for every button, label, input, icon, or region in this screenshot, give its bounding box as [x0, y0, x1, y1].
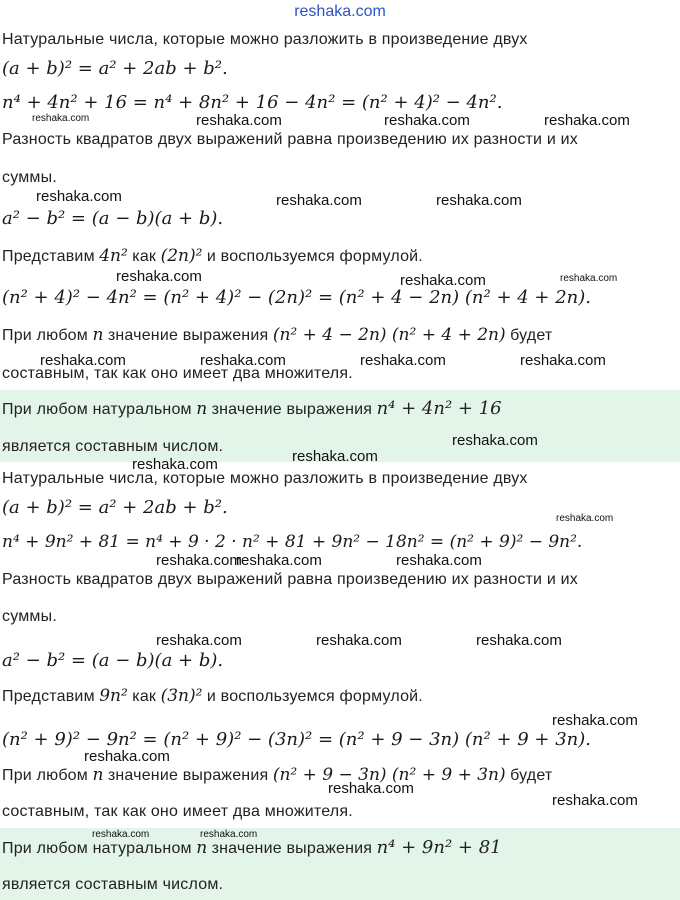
watermark: reshaka.com: [560, 273, 618, 284]
s1-represent-term: 4n²: [99, 246, 128, 266]
s2-any-n: [2, 765, 552, 785]
s2-factorization: (n² + 9)² − 9n² = (n² + 9)² − (3n)² = (n² + 9 − 3n) (n² + 9 + 3n).: [2, 729, 592, 750]
watermark: reshaka.com: [544, 112, 630, 129]
watermark: reshaka.com: [476, 632, 562, 649]
watermark: reshaka.com: [384, 112, 470, 129]
watermark: reshaka.com: [316, 632, 402, 649]
watermark: reshaka.com: [552, 712, 638, 729]
watermark: reshaka.com: [200, 352, 286, 369]
watermark: reshaka.com: [156, 632, 242, 649]
s2-expansion: n⁴ + 9n² + 81 = n⁴ + 9 · 2 · n² + 81 + 9n² − 18n² = (n² + 9)² − 9n².: [2, 532, 583, 552]
s1-diff-rule-2: суммы.: [2, 169, 57, 186]
s2-any-n-factors: (n² + 9 − 3n) (n² + 9 + 3n): [272, 765, 506, 785]
site-link[interactable]: reshaka.com: [294, 3, 386, 20]
s2-conclusion-a: При любом натуральном: [2, 840, 192, 857]
watermark: reshaka.com: [132, 456, 218, 473]
s1-conclusion-c: является составным числом.: [2, 438, 224, 455]
s2-represent-square: (3n)²: [160, 686, 203, 706]
s1-conclusion-a: При любом натуральном: [2, 401, 192, 418]
site-header: [0, 0, 680, 26]
watermark: reshaka.com: [236, 552, 322, 569]
s2-conclusion-b: значение выражения: [211, 840, 373, 857]
s1-diff-rule-1: Разность квадратов двух выражений равна произведению их разности и их: [2, 131, 578, 148]
s2-represent: [2, 686, 423, 706]
s2-composite: составным, так как оно имеет два множителя.: [2, 803, 353, 820]
s1-factorization: (n² + 4)² − 4n² = (n² + 4)² − (2n)² = (n² + 4 − 2n) (n² + 4 + 2n).: [2, 287, 592, 308]
watermark: reshaka.com: [552, 792, 638, 809]
watermark: reshaka.com: [436, 192, 522, 209]
s2-represent-b: как: [132, 688, 157, 705]
s1-identity: (a + b)² = a² + 2ab + b².: [2, 58, 228, 79]
s1-any-n-b: значение выражения: [107, 327, 269, 344]
watermark: reshaka.com: [396, 552, 482, 569]
s1-represent-b: как: [132, 248, 157, 265]
watermark: reshaka.com: [276, 192, 362, 209]
watermark: reshaka.com: [520, 352, 606, 369]
s1-conclusion-var: n: [196, 399, 208, 419]
s2-conclusion-line1: [2, 837, 502, 858]
watermark: reshaka.com: [84, 748, 170, 765]
s1-any-n-c: будет: [510, 327, 553, 344]
s1-intro: Натуральные числа, которые можно разложить в произведение двух: [2, 31, 528, 48]
watermark: reshaka.com: [452, 432, 538, 449]
s2-any-n-a: При любом: [2, 767, 88, 784]
watermark: reshaka.com: [556, 513, 614, 524]
watermark: reshaka.com: [360, 352, 446, 369]
watermark: reshaka.com: [40, 352, 126, 369]
s2-conclusion-c: является составным числом.: [2, 876, 224, 893]
s2-represent-a: Представим: [2, 688, 95, 705]
s1-any-n-var: n: [92, 325, 104, 345]
watermark: reshaka.com: [92, 829, 150, 840]
s1-expansion: n⁴ + 4n² + 16 = n⁴ + 8n² + 16 − 4n² = (n² + 4)² − 4n².: [2, 92, 503, 113]
watermark: reshaka.com: [156, 552, 242, 569]
s2-conclusion-expr: n⁴ + 9n² + 81: [376, 837, 502, 858]
s2-diff-formula: a² − b² = (a − b)(a + b).: [2, 650, 224, 671]
s1-conclusion-expr: n⁴ + 4n² + 16: [376, 398, 502, 419]
s1-represent-c: и воспользуемся формулой.: [206, 248, 423, 265]
watermark: reshaka.com: [292, 448, 378, 465]
s1-diff-formula: a² − b² = (a − b)(a + b).: [2, 208, 224, 229]
s1-any-n: [2, 325, 552, 345]
watermark: reshaka.com: [116, 268, 202, 285]
watermark: reshaka.com: [200, 829, 258, 840]
s2-any-n-b: значение выражения: [107, 767, 269, 784]
s1-represent-square: (2n)²: [160, 246, 203, 266]
s2-conclusion-var: n: [196, 838, 208, 858]
s1-represent: [2, 246, 423, 266]
watermark: reshaka.com: [328, 780, 414, 797]
watermark: reshaka.com: [36, 188, 122, 205]
s2-intro: Натуральные числа, которые можно разложить в произведение двух: [2, 470, 528, 487]
s2-any-n-c: будет: [510, 767, 553, 784]
watermark: reshaka.com: [196, 112, 282, 129]
s2-any-n-var: n: [92, 765, 104, 785]
s1-any-n-factors: (n² + 4 − 2n) (n² + 4 + 2n): [272, 325, 506, 345]
s1-conclusion-line1: [2, 398, 502, 419]
s2-represent-c: и воспользуемся формулой.: [206, 688, 423, 705]
s2-represent-term: 9n²: [99, 686, 128, 706]
s1-composite: составным, так как оно имеет два множителя.: [2, 365, 353, 382]
s1-represent-a: Представим: [2, 248, 95, 265]
s2-diff-rule-2: суммы.: [2, 608, 57, 625]
watermark: reshaka.com: [32, 113, 90, 124]
s1-conclusion-b: значение выражения: [211, 401, 373, 418]
s2-diff-rule-1: Разность квадратов двух выражений равна произведению их разности и их: [2, 571, 578, 588]
s1-any-n-a: При любом: [2, 327, 88, 344]
watermark: reshaka.com: [400, 272, 486, 289]
s2-identity: (a + b)² = a² + 2ab + b².: [2, 497, 228, 518]
